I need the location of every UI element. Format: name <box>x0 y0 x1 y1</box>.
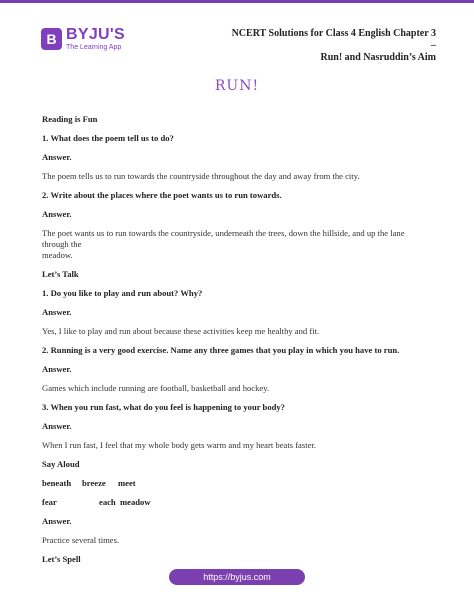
word: breeze <box>82 478 106 488</box>
question-1: 1. What does the poem tell us to do? <box>42 133 174 143</box>
answer-2-line-1: The poet wants us to run towards the countryside, underneath the trees, down the hillside, and up the lane through the <box>42 228 405 249</box>
answer-label: Answer. <box>42 307 72 317</box>
page-header-title <box>226 28 436 64</box>
word: meadow <box>120 497 151 507</box>
talk-question-1: 1. Do you like to play and run about? Why? <box>42 288 203 298</box>
footer-url-link[interactable]: https://byjus.com <box>169 569 305 585</box>
brand-tagline: The Learning App <box>66 44 122 51</box>
question-2: 2. Write about the places where the poet wants us to run towards. <box>42 190 282 200</box>
talk-question-3: 3. When you run fast, what do you feel is happening to your body? <box>42 402 285 412</box>
say-aloud-answer: Practice several times. <box>42 535 120 545</box>
answer-label: Answer. <box>42 421 72 431</box>
talk-answer-1: Yes, I like to play and run about because these activities keep me healthy and fit. <box>42 326 320 336</box>
answer-label: Answer. <box>42 209 72 219</box>
section-heading-reading: Reading is Fun <box>42 114 98 124</box>
logo-mark: B <box>41 28 62 50</box>
talk-answer-3: When I run fast, I feel that my whole body gets warm and my heart beats faster. <box>42 440 316 450</box>
answer-label: Answer. <box>42 516 72 526</box>
header-title-line-1: NCERT Solutions for Class 4 English Chapter 3 – <box>231 28 436 51</box>
word: meet <box>118 478 136 488</box>
answer-label: Answer. <box>42 364 72 374</box>
talk-question-2: 2. Running is a very good exercise. Name any three games that you play in which you have to run. <box>42 345 400 355</box>
word: beneath <box>42 478 72 488</box>
answer-2-line-2: meadow. <box>42 250 73 260</box>
talk-answer-2: Games which include running are football, basketball and hockey. <box>42 383 270 393</box>
section-heading-say-aloud: Say Aloud <box>42 459 80 469</box>
brand-name: BYJU'S <box>66 26 125 43</box>
top-accent-line <box>0 0 474 3</box>
document-title: RUN! <box>214 78 260 94</box>
byjus-logo <box>41 27 125 51</box>
section-heading-talk: Let’s Talk <box>42 269 79 279</box>
word: each <box>99 497 116 507</box>
answer-label: Answer. <box>42 152 72 162</box>
logo-text <box>66 27 125 51</box>
answer-1: The poem tells us to run towards the countryside throughout the day and away from the city. <box>42 171 360 181</box>
section-heading-spell: Let’s Spell <box>42 554 81 564</box>
header-title-line-2: Run! and Nasruddin’s Aim <box>320 52 436 63</box>
word: fear <box>42 497 57 507</box>
word-row-2 <box>42 497 432 508</box>
document-body <box>42 114 432 565</box>
word-row-1 <box>42 478 432 489</box>
